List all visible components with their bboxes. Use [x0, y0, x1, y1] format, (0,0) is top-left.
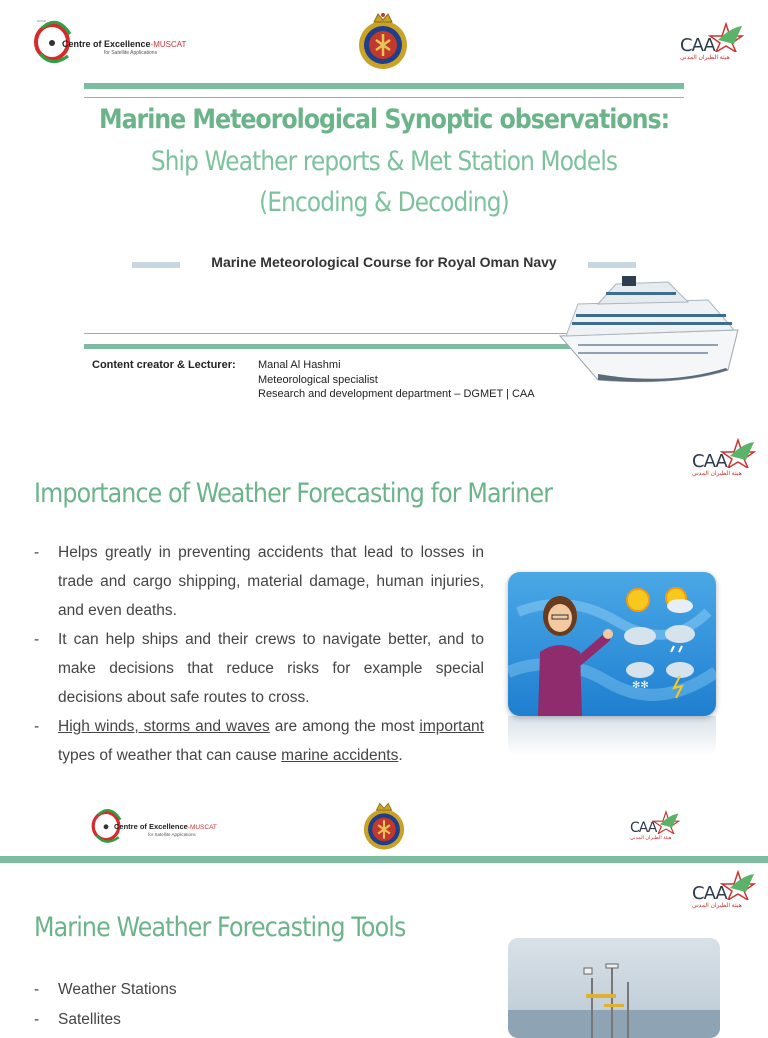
title-line-1: Marine Meteorological Synoptic observations: — [98, 104, 670, 135]
coe-subtitle: for Satellite Applications — [104, 50, 158, 56]
coe-logo — [32, 16, 212, 68]
bullet-text: are among the most — [269, 718, 420, 735]
svg-text:✻✻: ✻✻ — [632, 680, 649, 691]
title-line-3: (Encoding & Decoding) — [259, 187, 509, 218]
caa-arabic: هيئة الطيران المدني — [630, 835, 672, 841]
footer-navy-crest — [358, 800, 410, 852]
bullet-item: - Weather Stations — [34, 975, 177, 1005]
underlined-phrase: High winds, storms and waves — [58, 718, 270, 735]
bullet-text: types of weather that can cause — [58, 747, 282, 764]
creator-name: Manal Al Hashmi — [258, 359, 341, 371]
header-thin-rule — [84, 97, 684, 98]
header-rule — [84, 83, 684, 89]
bullet-item: - It can help ships and their crews to navigate better, and to make decisions that reduce risks for example special decisions about safe routes to cross. — [34, 625, 484, 712]
title-line-2: Ship Weather reports & Met Station Models — [150, 146, 618, 177]
course-dash-right — [588, 262, 636, 268]
footer-coe-logo — [90, 805, 240, 847]
creator-department: Research and development department – DGMET | CAA — [258, 388, 535, 400]
underlined-phrase: marine accidents — [281, 747, 399, 764]
navy-crest-icon — [358, 800, 410, 852]
slide3-caa-logo — [688, 870, 756, 914]
weather-station-photo — [508, 938, 720, 1038]
caa-arabic: هيئة الطيران المدني — [692, 903, 742, 909]
image-reflection — [508, 716, 716, 756]
bullet-item: - Helps greatly in preventing accidents that lead to losses in trade and cargo shipping, material damage, human injuries, and even deaths. — [34, 538, 484, 625]
weather-station-illustration — [508, 938, 720, 1038]
bullet-item: - Satellites — [34, 1005, 177, 1035]
navy-crest-icon — [352, 10, 414, 72]
slide-divider-band — [0, 856, 768, 863]
caa-arabic: هيئة الطيران المدني — [692, 471, 742, 477]
cruise-ship-image — [558, 274, 744, 390]
creator-details — [258, 358, 535, 402]
royal-oman-navy-crest — [352, 10, 414, 72]
caa-logo — [676, 22, 744, 66]
coe-name: Centre of Excellence — [62, 39, 151, 49]
coe-subtitle: for Satellite Applications — [148, 832, 196, 837]
creator-label-text: Content creator & Lecturer: — [92, 359, 236, 371]
coe-suffix: -MUSCAT — [187, 824, 217, 831]
creator-label — [92, 358, 236, 373]
caa-arabic: هيئة الطيران المدني — [680, 55, 730, 61]
weather-presenter-illustration — [508, 572, 716, 716]
caa-text: CAA — [692, 451, 727, 472]
coe-name: Centre of Excellence — [114, 822, 188, 831]
bullet-text: . — [398, 747, 403, 764]
slide3-heading: Marine Weather Forecasting Tools — [34, 912, 406, 943]
underlined-phrase: important — [419, 718, 484, 735]
bullet-item — [34, 712, 484, 770]
slide3-bullet-list — [34, 975, 177, 1035]
slide2-caa-logo — [688, 438, 756, 482]
footer-caa-logo — [626, 810, 682, 846]
caa-text: CAA — [692, 883, 727, 904]
slide2-bullet-list — [34, 538, 484, 770]
caa-text: CAA — [680, 35, 715, 56]
course-name: Marine Meteorological Course for Royal Oman Navy — [211, 254, 557, 270]
weather-presenter-image — [508, 572, 716, 716]
caa-text: CAA — [630, 820, 657, 836]
slide2-heading: Importance of Weather Forecasting for Mariner — [34, 478, 553, 509]
creator-role: Meteorological specialist — [258, 373, 378, 386]
coe-suffix: -MUSCAT — [150, 40, 187, 49]
